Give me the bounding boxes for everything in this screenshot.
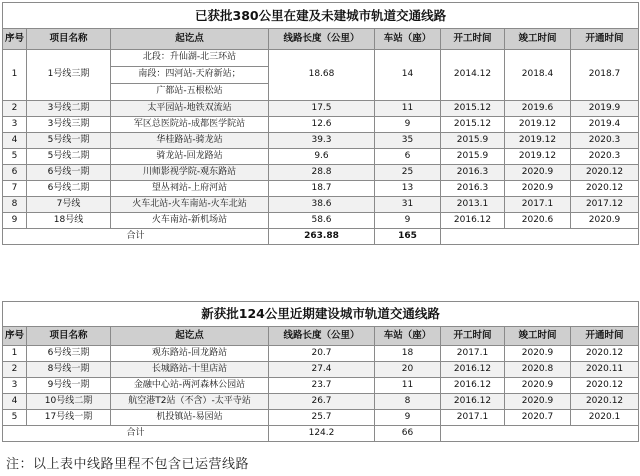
cell-stations: 31: [375, 197, 441, 213]
cell-stations: 9: [375, 410, 441, 426]
total-empty: [441, 426, 639, 442]
col-header-stations: 车站（座）: [375, 29, 441, 50]
cell-complete: 2019.12: [505, 117, 571, 133]
cell-complete: 2017.1: [505, 197, 571, 213]
col-header-start: 开工时间: [441, 327, 505, 346]
cell-name: 3号线三期: [27, 117, 111, 133]
cell-stations: 9: [375, 117, 441, 133]
col-header-complete: 竣工时间: [505, 327, 571, 346]
cell-no: 3: [3, 117, 27, 133]
cell-length: 17.5: [269, 101, 375, 117]
cell-no: 8: [3, 197, 27, 213]
table-row: [3, 346, 639, 362]
cell-length: 20.7: [269, 346, 375, 362]
table-row: [3, 362, 639, 378]
cell-length: 25.7: [269, 410, 375, 426]
cell-length: 9.6: [269, 149, 375, 165]
total-label: 合计: [3, 229, 269, 245]
cell-no: 6: [3, 165, 27, 181]
col-header-length: 线路长度（公里）: [269, 29, 375, 50]
table-row: [3, 133, 639, 149]
cell-complete: 2020.9: [505, 181, 571, 197]
table-row: [3, 394, 639, 410]
col-header-name: 项目名称: [27, 327, 111, 346]
cell-name: 6号线三期: [27, 346, 111, 362]
cell-stations: 13: [375, 181, 441, 197]
cell-open: 2020.12: [571, 378, 639, 394]
col-header-stops: 起讫点: [111, 29, 269, 50]
cell-name: 5号线一期: [27, 133, 111, 149]
cell-no: 1: [3, 346, 27, 362]
table-row: [3, 410, 639, 426]
cell-name: 17号线一期: [27, 410, 111, 426]
cell-no: 3: [3, 378, 27, 394]
cell-stops: 军区总医院站-成都医学院站: [111, 117, 269, 133]
cell-stations: 20: [375, 362, 441, 378]
cell-stops: 金融中心站-两河森林公园站: [111, 378, 269, 394]
cell-complete: 2019.12: [505, 149, 571, 165]
cell-start: 2016.3: [441, 165, 505, 181]
total-empty: [441, 229, 639, 245]
cell-name: 7号线: [27, 197, 111, 213]
table-title: 已获批380公里在建及未建城市轨道交通线路: [3, 3, 639, 29]
cell-stations: 25: [375, 165, 441, 181]
cell-open: 2017.12: [571, 197, 639, 213]
cell-length: 27.4: [269, 362, 375, 378]
cell-open: 2020.3: [571, 149, 639, 165]
cell-open: 2020.12: [571, 181, 639, 197]
cell-open: 2020.12: [571, 394, 639, 410]
cell-complete: 2020.9: [505, 378, 571, 394]
cell-stations: 8: [375, 394, 441, 410]
cell-open: 2020.1: [571, 410, 639, 426]
cell-start: 2016.12: [441, 378, 505, 394]
cell-stops: 华桂路站-骑龙站: [111, 133, 269, 149]
col-header-stations: 车站（座）: [375, 327, 441, 346]
table-row: [3, 101, 639, 117]
cell-start: 2016.12: [441, 362, 505, 378]
table-row: [3, 213, 639, 229]
cell-open: 2019.4: [571, 117, 639, 133]
cell-complete: 2018.4: [505, 50, 571, 101]
total-label: 合计: [3, 426, 269, 442]
table-title: 新获批124公里近期建设城市轨道交通线路: [3, 302, 639, 327]
table-row: [3, 149, 639, 165]
cell-start: 2016.3: [441, 181, 505, 197]
cell-complete: 2020.8: [505, 362, 571, 378]
cell-no: 1: [3, 50, 27, 101]
cell-no: 5: [3, 410, 27, 426]
total-row: [3, 229, 639, 245]
cell-stops: 火车北站-火车南站-火车北站: [111, 197, 269, 213]
cell-length: 38.6: [269, 197, 375, 213]
table-new-approved: [2, 301, 639, 442]
cell-stops: 太平园站-地铁双流站: [111, 101, 269, 117]
table-row: [3, 165, 639, 181]
cell-name: 6号线二期: [27, 181, 111, 197]
table-row: [3, 197, 639, 213]
cell-start: 2015.9: [441, 149, 505, 165]
cell-start: 2015.9: [441, 133, 505, 149]
cell-no: 9: [3, 213, 27, 229]
cell-length: 12.6: [269, 117, 375, 133]
table-row: [3, 117, 639, 133]
cell-stops: 南段：四河站-天府新站；: [111, 67, 269, 84]
cell-no: 5: [3, 149, 27, 165]
col-header-stops: 起讫点: [111, 327, 269, 346]
cell-name: 8号线一期: [27, 362, 111, 378]
cell-complete: 2019.12: [505, 133, 571, 149]
col-header-name: 项目名称: [27, 29, 111, 50]
table-in-construction: [2, 2, 639, 245]
cell-stations: 18: [375, 346, 441, 362]
cell-name: 10号线二期: [27, 394, 111, 410]
cell-open: 2019.9: [571, 101, 639, 117]
cell-name: 18号线: [27, 213, 111, 229]
cell-stops: 火车南站-新机场站: [111, 213, 269, 229]
cell-open: 2020.12: [571, 346, 639, 362]
footnote: 注：以上表中线路里程不包含已运营线路: [6, 457, 250, 472]
cell-stops: 骑龙站-回龙路站: [111, 149, 269, 165]
table-row: [3, 181, 639, 197]
cell-stops: 机投镇站-易园站: [111, 410, 269, 426]
cell-length: 23.7: [269, 378, 375, 394]
cell-name: 5号线二期: [27, 149, 111, 165]
cell-no: 4: [3, 394, 27, 410]
cell-complete: 2020.7: [505, 410, 571, 426]
cell-stops: 望丛祠站-上府河站: [111, 181, 269, 197]
cell-stations: 9: [375, 213, 441, 229]
cell-name: 6号线一期: [27, 165, 111, 181]
cell-stops: 航空港T2站（不含）-太平寺站: [111, 394, 269, 410]
cell-stops: 北段：升仙湖-北三环站: [111, 50, 269, 67]
total-row: [3, 426, 639, 442]
cell-start: 2016.12: [441, 213, 505, 229]
cell-length: 18.7: [269, 181, 375, 197]
cell-start: 2013.1: [441, 197, 505, 213]
cell-start: 2014.12: [441, 50, 505, 101]
cell-length: 58.6: [269, 213, 375, 229]
cell-open: 2020.12: [571, 165, 639, 181]
total-length: 124.2: [269, 426, 375, 442]
cell-stations: 6: [375, 149, 441, 165]
cell-no: 7: [3, 181, 27, 197]
cell-stations: 11: [375, 378, 441, 394]
cell-stations: 35: [375, 133, 441, 149]
cell-start: 2015.12: [441, 117, 505, 133]
cell-stations: 14: [375, 50, 441, 101]
col-header-no: 序号: [3, 327, 27, 346]
table-row: [3, 378, 639, 394]
total-stations: 66: [375, 426, 441, 442]
cell-length: 18.68: [269, 50, 375, 101]
cell-open: 2020.11: [571, 362, 639, 378]
cell-stops: 川师影视学院-观东路站: [111, 165, 269, 181]
col-header-start: 开工时间: [441, 29, 505, 50]
cell-length: 39.3: [269, 133, 375, 149]
cell-complete: 2020.9: [505, 394, 571, 410]
cell-stops: 观东路站-回龙路站: [111, 346, 269, 362]
cell-complete: 2020.9: [505, 346, 571, 362]
cell-no: 4: [3, 133, 27, 149]
col-header-no: 序号: [3, 29, 27, 50]
cell-start: 2017.1: [441, 410, 505, 426]
cell-complete: 2020.9: [505, 165, 571, 181]
cell-start: 2015.12: [441, 101, 505, 117]
cell-start: 2017.1: [441, 346, 505, 362]
cell-name: 9号线一期: [27, 378, 111, 394]
cell-no: 2: [3, 362, 27, 378]
cell-stops: 广都站-五根松站: [111, 84, 269, 101]
col-header-open: 开通时间: [571, 29, 639, 50]
cell-length: 28.8: [269, 165, 375, 181]
cell-open: 2020.3: [571, 133, 639, 149]
cell-stops: 长城路站-十里店站: [111, 362, 269, 378]
cell-name: 3号线二期: [27, 101, 111, 117]
cell-open: 2018.7: [571, 50, 639, 101]
total-length: 263.88: [269, 229, 375, 245]
total-stations: 165: [375, 229, 441, 245]
table-row: [3, 50, 639, 67]
col-header-open: 开通时间: [571, 327, 639, 346]
col-header-length: 线路长度（公里）: [269, 327, 375, 346]
cell-length: 26.7: [269, 394, 375, 410]
cell-open: 2020.9: [571, 213, 639, 229]
cell-stations: 11: [375, 101, 441, 117]
cell-start: 2016.12: [441, 394, 505, 410]
cell-no: 2: [3, 101, 27, 117]
cell-complete: 2020.6: [505, 213, 571, 229]
cell-complete: 2019.6: [505, 101, 571, 117]
cell-name: 1号线三期: [27, 50, 111, 101]
col-header-complete: 竣工时间: [505, 29, 571, 50]
